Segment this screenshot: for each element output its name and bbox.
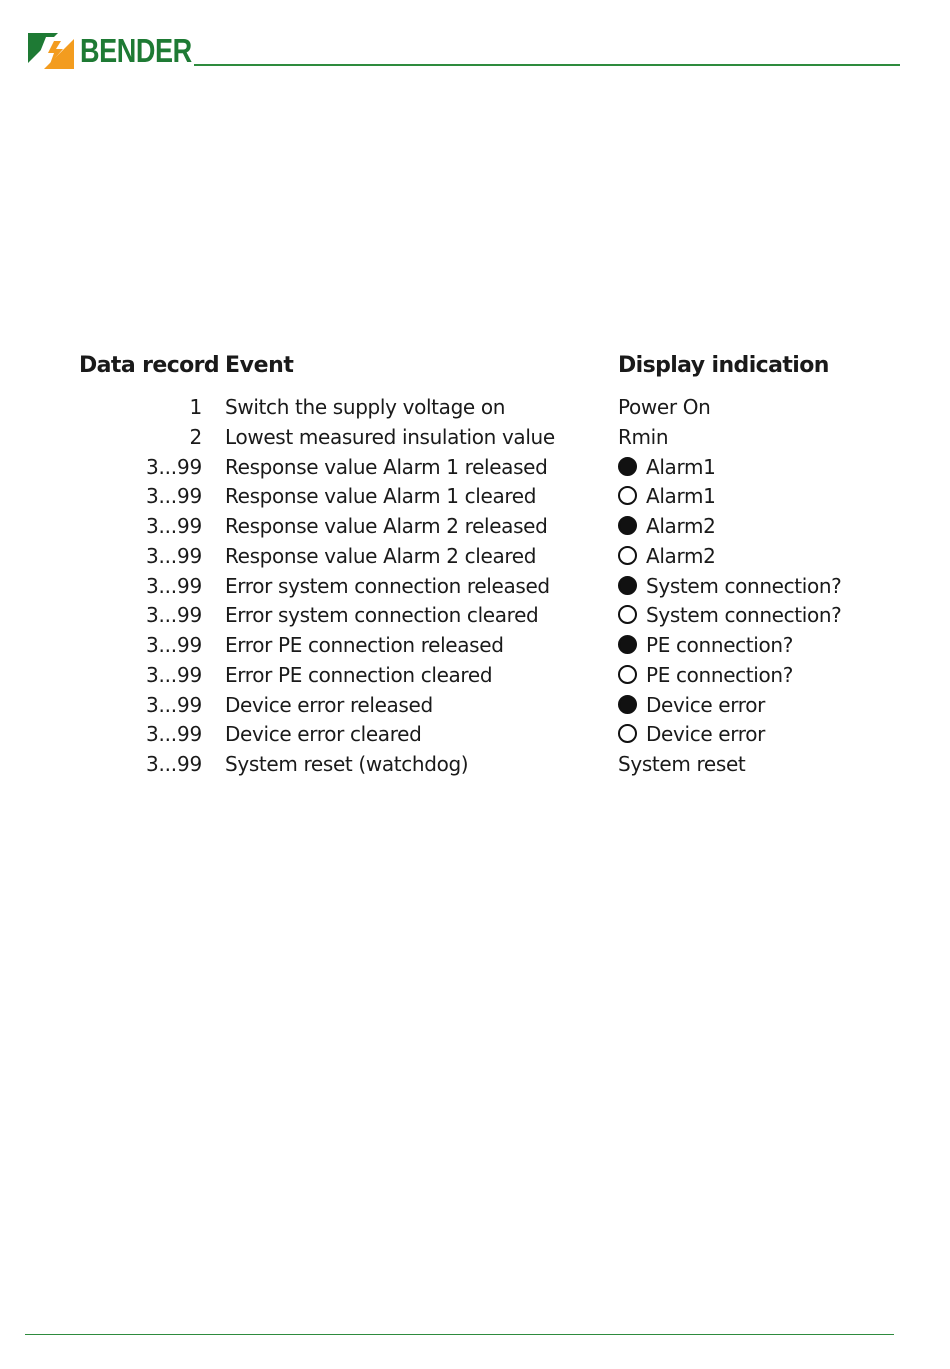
display-text: System reset	[618, 752, 746, 776]
display-cell	[618, 453, 715, 483]
table-row	[0, 393, 950, 423]
display-text: Power On	[618, 395, 711, 419]
page-header	[28, 30, 900, 70]
display-cell	[618, 601, 841, 631]
display-text: PE connection?	[646, 662, 793, 687]
table-row	[0, 631, 950, 661]
record-cell: 3...99	[145, 752, 202, 776]
event-cell: Error system connection released	[225, 573, 550, 598]
record-cell: 3...99	[145, 573, 202, 598]
filled-circle-icon	[618, 576, 637, 595]
display-cell	[618, 512, 715, 542]
table-row	[0, 482, 950, 512]
table-row	[0, 453, 950, 483]
event-cell: System reset (watchdog)	[225, 752, 469, 776]
event-cell: Error PE connection cleared	[225, 662, 493, 687]
display-cell	[618, 542, 715, 572]
hollow-circle-icon	[618, 724, 637, 743]
display-text: Alarm2	[646, 543, 716, 568]
display-cell	[618, 572, 841, 602]
display-cell	[618, 661, 793, 691]
display-cell	[618, 423, 668, 453]
filled-circle-icon	[618, 695, 637, 714]
table-body	[0, 393, 950, 780]
event-cell: Error PE connection released	[225, 633, 504, 657]
display-text: Alarm1	[646, 484, 716, 509]
filled-circle-icon	[618, 516, 637, 535]
event-cell: Lowest measured insulation value	[225, 424, 555, 449]
event-cell: Device error released	[225, 692, 433, 717]
record-cell: 3...99	[145, 454, 202, 479]
record-cell: 3...99	[145, 484, 202, 509]
display-text: System connection?	[646, 573, 842, 598]
display-text: Alarm1	[646, 454, 716, 479]
header-rule	[194, 64, 900, 66]
hollow-circle-icon	[618, 605, 637, 624]
event-cell: Device error cleared	[225, 722, 422, 747]
event-cell: Error system connection cleared	[225, 603, 539, 628]
filled-circle-icon	[618, 457, 637, 476]
table-row	[0, 601, 950, 631]
record-cell: 3...99	[145, 633, 202, 657]
display-cell	[618, 631, 793, 661]
display-cell	[618, 720, 765, 750]
bender-logo-icon	[28, 33, 74, 69]
record-cell: 3...99	[145, 603, 202, 628]
table-row	[0, 750, 950, 780]
event-table	[0, 348, 950, 776]
record-cell: 3...99	[145, 543, 202, 568]
display-cell	[618, 750, 745, 780]
record-cell: 1	[189, 395, 202, 419]
display-text: Device error	[646, 692, 765, 717]
display-text: System connection?	[646, 603, 842, 628]
column-header-event: Event	[225, 353, 294, 378]
display-text: PE connection?	[646, 633, 793, 657]
event-cell: Response value Alarm 2 released	[225, 514, 548, 538]
column-header-record: Data record	[79, 353, 220, 378]
display-cell	[618, 691, 765, 721]
hollow-circle-icon	[618, 546, 637, 565]
record-cell: 3...99	[145, 662, 202, 687]
display-text: Alarm2	[646, 514, 716, 538]
event-cell: Response value Alarm 2 cleared	[225, 543, 537, 568]
table-row	[0, 572, 950, 602]
event-cell: Response value Alarm 1 cleared	[225, 484, 537, 509]
display-cell	[618, 393, 710, 423]
event-cell: Switch the supply voltage on	[225, 395, 506, 419]
display-text: Device error	[646, 722, 765, 747]
hollow-circle-icon	[618, 486, 637, 505]
record-cell: 3...99	[145, 692, 202, 717]
table-row	[0, 423, 950, 453]
table-row	[0, 691, 950, 721]
record-cell: 2	[189, 424, 202, 449]
filled-circle-icon	[618, 635, 637, 654]
event-cell: Response value Alarm 1 released	[225, 454, 548, 479]
table-row	[0, 661, 950, 691]
footer-rule	[25, 1334, 894, 1335]
display-cell	[618, 482, 715, 512]
table-row	[0, 720, 950, 750]
column-header-display: Display indication	[618, 353, 829, 378]
hollow-circle-icon	[618, 665, 637, 684]
table-row	[0, 512, 950, 542]
display-text: Rmin	[618, 424, 669, 449]
brand-name: BENDER	[80, 32, 192, 69]
record-cell: 3...99	[145, 514, 202, 538]
table-row	[0, 542, 950, 572]
table-header	[0, 348, 950, 384]
record-cell: 3...99	[145, 722, 202, 747]
